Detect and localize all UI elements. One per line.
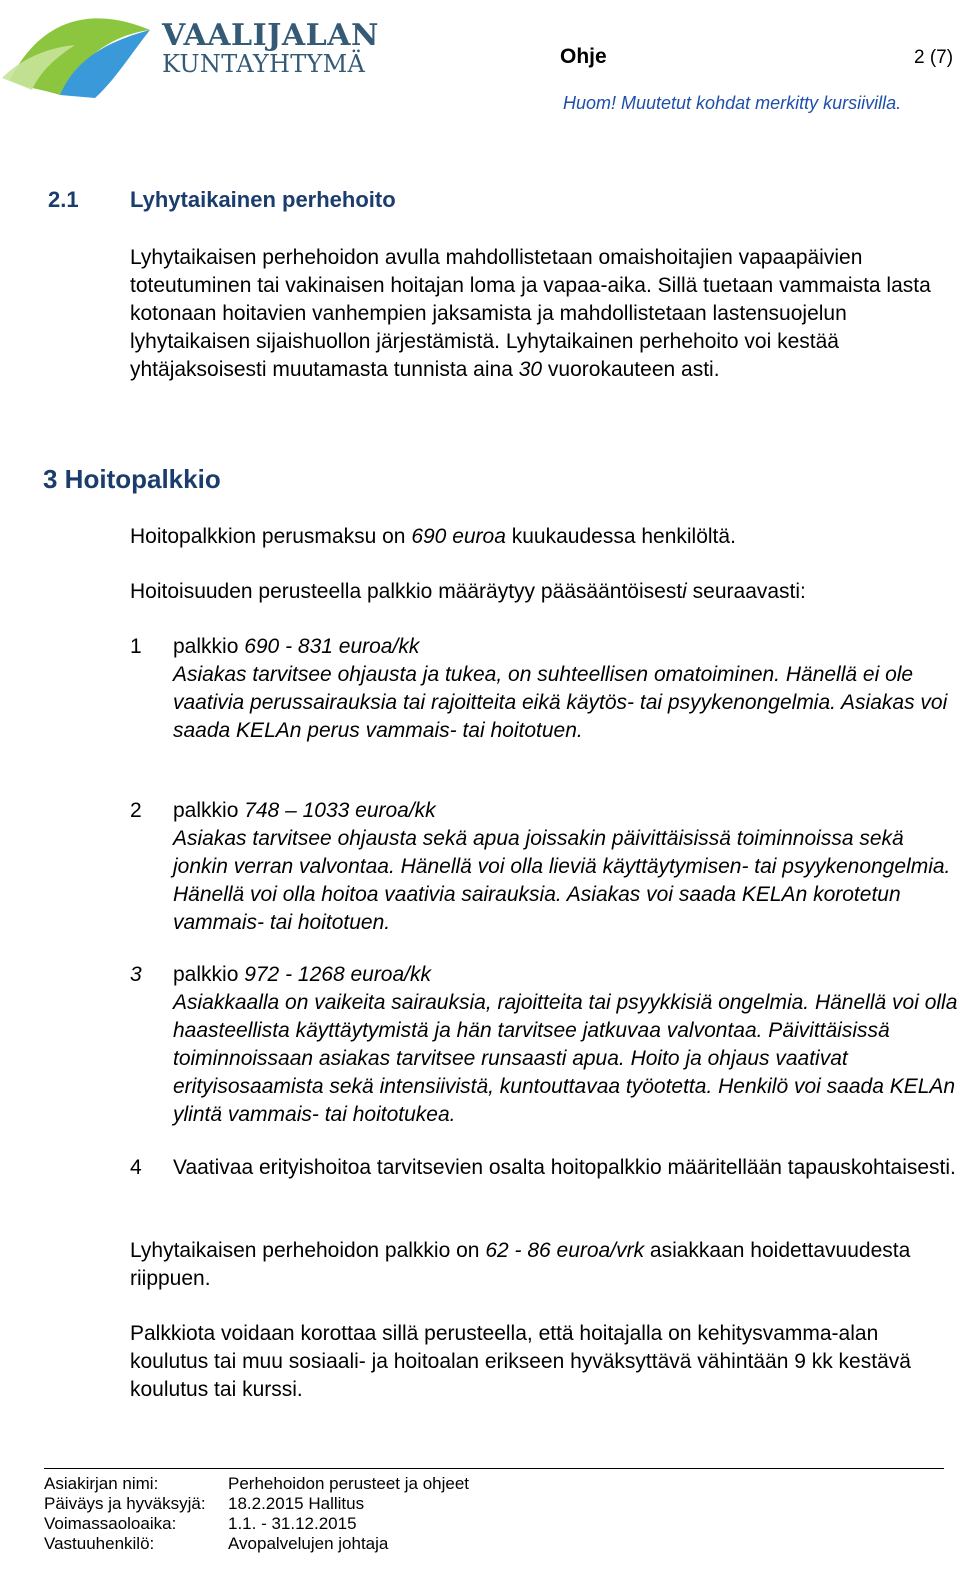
fee-item-number: 4	[130, 1156, 142, 1179]
short-term-care-paragraph: Lyhytaikaisen perhehoidon avulla mahdollistetaan omaishoitajien vapaapäivien toteutuminen tai vakinaisen hoitajan loma ja vapaa-aika. Sillä tuetaan vammaista lasta kotonaan hoitavien vanhempien jaksamista ja mahdollistetaan lastensuojelun lyhytaikaisen sijaishuollon järjestämistä. Lyhytaikainen perhehoito voi kestää yhtäjaksoisesti muutamasta tunnista aina 30 vuorokauteen asti.	[130, 246, 931, 381]
footer-divider	[44, 1468, 944, 1469]
section-title: Lyhytaikainen perhehoito	[130, 187, 396, 212]
footer-key: Päiväys ja hyväksyjä:	[44, 1494, 206, 1513]
logo-name-line1: VAALIJALAN	[162, 18, 379, 53]
document-type: Ohje	[560, 45, 607, 68]
section-number: 2.1	[48, 187, 79, 212]
fee-item-number: 3	[130, 963, 142, 986]
change-notice: Huom! Muutetut kohdat merkitty kursiivilla.	[563, 93, 902, 113]
page-number: 2 (7)	[914, 47, 954, 68]
fee-item-number: 2	[130, 799, 142, 822]
footer-value: Avopalvelujen johtaja	[228, 1534, 389, 1553]
logo-name-line2: KUNTAYHTYMÄ	[162, 50, 366, 78]
fee-item: Vaativaa erityishoitoa tarvitsevien osalta hoitopalkkio määritellään tapauskohtaisesti.	[173, 1156, 956, 1179]
footer-key: Asiakirjan nimi:	[44, 1474, 159, 1493]
fee-item-number: 1	[130, 635, 142, 658]
document-footer	[44, 1474, 469, 1554]
fee-item: palkkio 748 – 1033 euroa/kk Asiakas tarvitsee ohjausta sekä apua joissakin päivittäisissä toiminnoissa sekä jonkin verran valvontaa. Hänellä voi olla lieviä käyttäytymisen- tai psyykenongelmia. Hänellä voi olla hoitoa vaativia sairauksia. Asiakas voi saada KELAn korotetun vammais- tai hoitotuen.	[173, 799, 951, 934]
short-term-fee-paragraph: Lyhytaikaisen perhehoidon palkkio on 62 - 86 euroa/vrk asiakkaan hoidettavuudesta riippuen.	[130, 1239, 911, 1290]
chapter-title: 3 Hoitopalkkio	[43, 464, 221, 494]
fee-item: palkkio 972 - 1268 euroa/kk Asiakkaalla on vaikeita sairauksia, rajoitteita tai psyykkisiä ongelmia. Hänellä voi olla haasteellista käyttäytymistä ja hän tarvitsee jatkuvaa valvontaa. Päivittäisissä toiminnoissaan asiakas tarvitsee runsaasti apua. Hoito ja ohjaus vaativat erityisosaamista sekä intensiivistä, kuntouttavaa työotetta. Henkilö voi saada KELAn ylintä vammais- tai hoitotukea.	[173, 963, 958, 1126]
fee-intro-paragraph: Hoitoisuuden perusteella palkkio määräytyy pääsääntöisesti seuraavasti:	[130, 580, 806, 603]
footer-row	[44, 1514, 469, 1534]
basic-fee-paragraph: Hoitopalkkion perusmaksu on 690 euroa kuukaudessa henkilöltä.	[130, 525, 736, 548]
footer-value: 18.2.2015 Hallitus	[228, 1494, 365, 1513]
footer-value: 1.1. - 31.12.2015	[228, 1514, 357, 1533]
footer-key: Vastuuhenkilö:	[44, 1534, 155, 1553]
footer-row	[44, 1534, 469, 1554]
footer-row	[44, 1494, 469, 1514]
fee-raise-paragraph: Palkkiota voidaan korottaa sillä perusteella, että hoitajalla on kehitysvamma-alan koulutus tai muu sosiaali- ja hoitoalan erikseen hyväksyttävä vähintään 9 kk kestävä koulutus tai kurssi.	[130, 1322, 911, 1401]
fee-item: palkkio 690 - 831 euroa/kk Asiakas tarvitsee ohjausta ja tukea, on suhteellisen omatoiminen. Hänellä ei ole vaativia perussairauksia tai rajoitteita eikä käytös- tai psyykenongelmia. Asiakas voi saada KELAn perus vammais- tai hoitotuen.	[173, 635, 948, 742]
footer-key: Voimassaoloaika:	[44, 1514, 177, 1533]
footer-value: Perhehoidon perusteet ja ohjeet	[228, 1474, 470, 1493]
footer-row	[44, 1474, 469, 1494]
